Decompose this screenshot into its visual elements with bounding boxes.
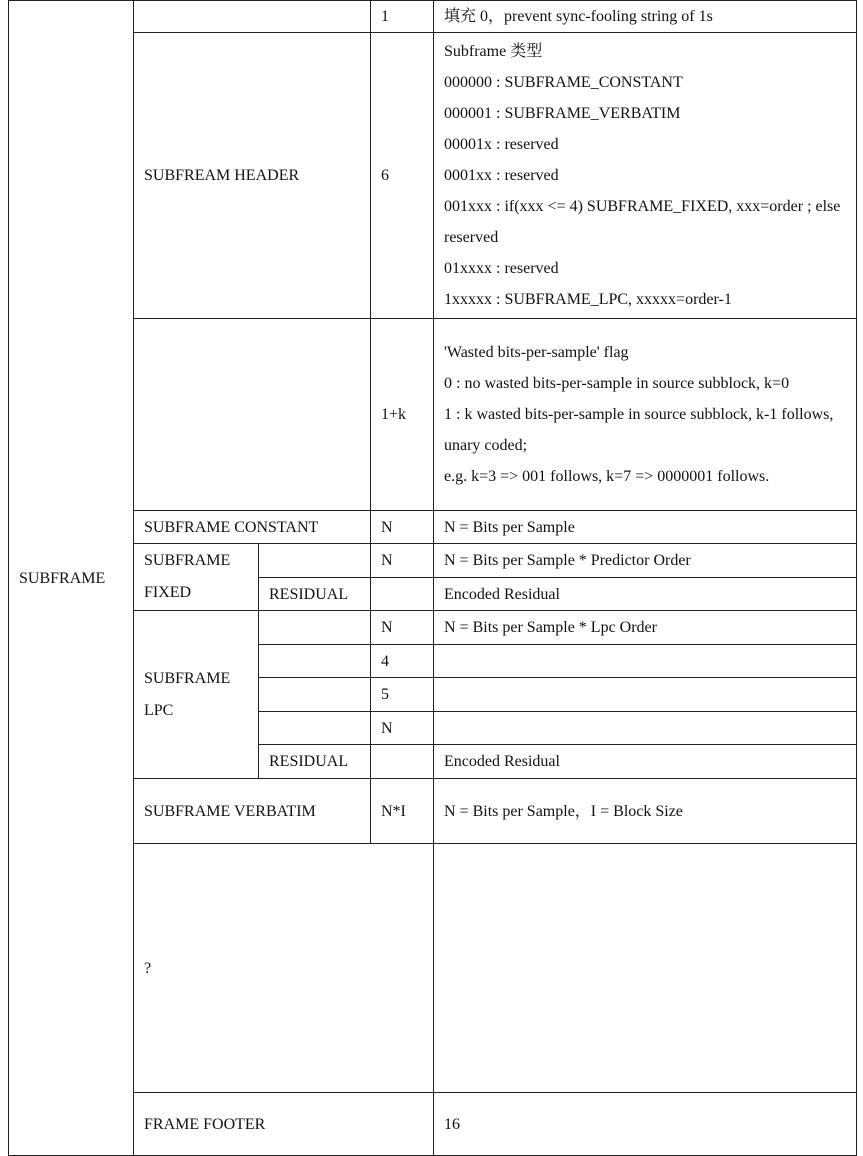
bits-cell: 16	[434, 1093, 857, 1156]
subframe-header-label: SUBFREAM HEADER	[134, 33, 371, 319]
frame-footer-label: FRAME FOOTER	[134, 1093, 434, 1156]
bits-cell	[434, 844, 857, 1093]
subframe-verbatim-label: SUBFRAME VERBATIM	[134, 779, 371, 844]
table-row	[9, 611, 857, 645]
bits-cell: N	[371, 544, 434, 578]
table-row	[9, 779, 857, 844]
description-line: 000001 : SUBFRAME_VERBATIM	[444, 105, 681, 122]
description-line: 000000 : SUBFRAME_CONSTANT	[444, 74, 683, 91]
description-cell: 填充 0，prevent sync-fooling string of 1s	[434, 1, 857, 33]
table-row	[9, 33, 857, 319]
description-cell: N = Bits per Sample * Lpc Order	[434, 611, 857, 645]
wasted-bits-description	[434, 319, 857, 511]
empty-cell	[134, 1, 371, 33]
description-line: 01xxxx : reserved	[444, 260, 559, 277]
subframe-constant-label: SUBFRAME CONSTANT	[134, 511, 371, 544]
description-line: 1 : k wasted bits-per-sample in source subblock, k-1 follows, unary coded;	[444, 406, 834, 454]
subframe-label-cell: SUBFRAME	[9, 1, 134, 1156]
table-row	[9, 544, 857, 578]
description-line: 0001xx : reserved	[444, 167, 559, 184]
empty-cell	[259, 544, 371, 578]
bits-cell: 4	[371, 645, 434, 678]
table-row	[9, 319, 857, 511]
table-row	[9, 511, 857, 544]
empty-cell	[434, 645, 857, 678]
bits-cell: 1+k	[371, 319, 434, 511]
subframe-lpc-label: SUBFRAME LPC	[134, 611, 259, 779]
table-row	[9, 1, 857, 33]
description-cell: Encoded Residual	[434, 745, 857, 779]
residual-label: RESIDUAL	[259, 578, 371, 611]
description-line: e.g. k=3 => 001 follows, k=7 => 0000001 follows.	[444, 468, 770, 485]
description-line: Subframe 类型	[444, 43, 543, 60]
description-line: 0 : no wasted bits-per-sample in source subblock, k=0	[444, 375, 790, 392]
table-row	[9, 1093, 857, 1156]
description-cell: Encoded Residual	[434, 578, 857, 611]
empty-cell	[371, 578, 434, 611]
description-line: 00001x : reserved	[444, 136, 559, 153]
empty-cell	[259, 678, 371, 712]
bits-cell: N	[371, 511, 434, 544]
empty-cell	[434, 678, 857, 712]
empty-cell	[259, 611, 371, 645]
table-row	[9, 844, 857, 1093]
empty-cell	[259, 712, 371, 745]
empty-cell	[134, 319, 371, 511]
empty-cell	[259, 645, 371, 678]
bits-cell: 1	[371, 1, 434, 33]
description-cell: N = Bits per Sample，I = Block Size	[434, 779, 857, 844]
empty-cell	[434, 712, 857, 745]
subframe-spec-table	[8, 0, 857, 1156]
description-line: 1xxxxx : SUBFRAME_LPC, xxxxx=order-1	[444, 291, 732, 308]
subframe-header-description	[434, 33, 857, 319]
description-line: 001xxx : if(xxx <= 4) SUBFRAME_FIXED, xxx=order ; else reserved	[444, 198, 841, 246]
bits-cell: 6	[371, 33, 434, 319]
bits-cell: 5	[371, 678, 434, 712]
empty-cell	[371, 745, 434, 779]
description-line: 'Wasted bits-per-sample' flag	[444, 344, 629, 361]
description-cell: N = Bits per Sample * Predictor Order	[434, 544, 857, 578]
subframe-fixed-label: SUBFRAME FIXED	[134, 544, 259, 611]
bits-cell: N	[371, 712, 434, 745]
bits-cell: N	[371, 611, 434, 645]
residual-label: RESIDUAL	[259, 745, 371, 779]
alignment-label: ?	[134, 844, 434, 1093]
bits-cell: N*I	[371, 779, 434, 844]
description-cell: N = Bits per Sample	[434, 511, 857, 544]
